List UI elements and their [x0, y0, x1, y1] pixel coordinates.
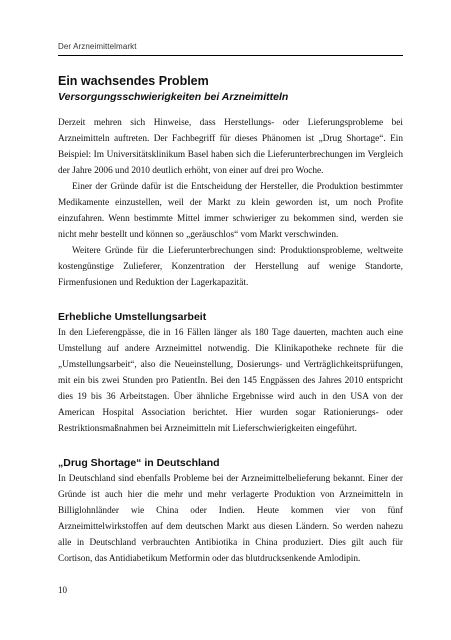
page-number: 10: [58, 585, 67, 595]
article-title: Ein wachsendes Problem: [58, 74, 209, 88]
body-paragraph: In den Lieferengpässe, die in 16 Fällen länger als 180 Tage dauerten, machten auch eine Umstellung auf andere Arzneimittel notwendig. Die Klinikapotheke rechnete für die „Umstellungsarbeit“, also die Neueinstellung, Dosierungs- und Verträglichkeitsprüfungen, mit ein bis zwei Stunden pro PatientIn. Bei den 145 Engpässen des Jahres 2010 entspricht dies 19 bis 36 Arbeitstagen. Über ähnliche Ergebnisse wird auch in den USA von der American Hospital Association berichtet. Hier wurden sogar Rationierungs- oder Restriktionsmaßnahmen bei Arzneimitteln mit Lieferschwierigkeiten eingeführt.: [58, 328, 403, 434]
section-umstellungsarbeit: [58, 309, 403, 437]
section-heading: Erhebliche Umstellungsarbeit: [58, 311, 207, 323]
body-paragraph: Einer der Gründe dafür ist die Entscheidung der Hersteller, die Produktion bestimmter Medikamente einzustellen, weil der Markt zu klein geworden ist, um noch Profite einzufahren. Wenn bestimmte Mittel immer schwieriger zu bekommen sind, werden sie nicht mehr bestellt und können so „geräuschlos“ vom Markt verschwinden.: [58, 182, 403, 240]
body-paragraph: In Deutschland sind ebenfalls Probleme bei der Arzneimittelbelieferung bekannt. Einer der Gründe ist auch hier die mehr und mehr verlagerte Produktion von Arzneimitteln in Billiglohnländer wie China oder Indien. Heute kommen vier von fünf Arzneimittelwirkstoffen auf dem deutschen Markt aus diesen Ländern. So werden nahezu alle in Deutschland verbrauchten Antibiotika in China produziert. Dies gilt auch für Cortison, das Antidiabetikum Metformin oder das blutdrucksenkende Amlodipin.: [58, 474, 403, 564]
body-paragraph: Weitere Gründe für die Lieferunterbrechungen sind: Produktionsprobleme, weltweite kostengünstige Zulieferer, Konzentration der Herstellung auf wenige Standorte, Firmenfusionen und Reduktion der Lagerkapazität.: [58, 246, 403, 288]
header-rule: [58, 55, 403, 56]
article-subtitle: Versorgungsschwierigkeiten bei Arzneimitteln: [58, 91, 289, 103]
section-drug-shortage: [58, 455, 403, 567]
section-heading: „Drug Shortage“ in Deutschland: [58, 457, 220, 469]
running-head: Der Arzneimittelmarkt: [58, 42, 137, 51]
intro-section: [58, 115, 403, 291]
body-paragraph: Derzeit mehren sich Hinweise, dass Herstellungs- oder Lieferungsprobleme bei Arzneimitteln auftreten. Der Fachbegriff für dieses Phänomen ist „Drug Shortage“. Ein Beispiel: Im Universitätsklinikum Basel haben sich die Lieferunterbrechungen im Vergleich der Jahre 2006 und 2010 deutlich erhöht, von einer auf drei pro Woche.: [58, 118, 403, 176]
